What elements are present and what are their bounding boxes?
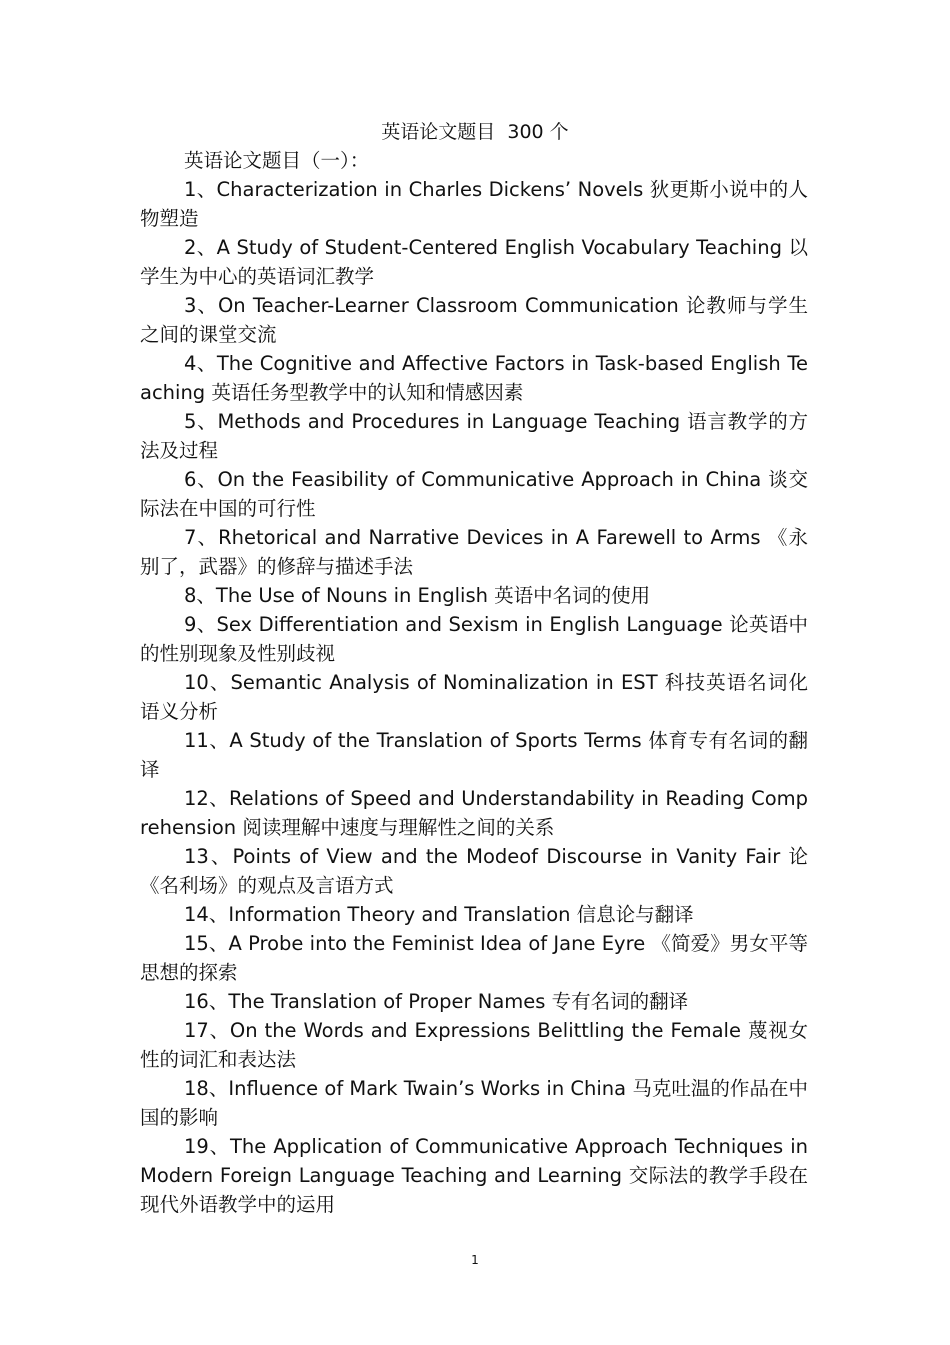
- list-item: 15、A Probe into the Feminist Idea of Jane Eyre 《简爱》男女平等思想的探索: [140, 932, 808, 984]
- list-item: 14、Information Theory and Translation 信息论与翻译: [184, 903, 694, 926]
- list-item: 12、Relations of Speed and Understandability in Reading Comprehension 阅读理解中速度与理解性之间的关系: [140, 787, 808, 839]
- list-item: 8、The Use of Nouns in English 英语中名词的使用: [184, 584, 651, 607]
- list-item: 4、The Cognitive and Affective Factors in Task-based English Teaching 英语任务型教学中的认知和情感因素: [140, 352, 808, 404]
- list-item: 7、Rhetorical and Narrative Devices in A Farewell to Arms 《永别了，武器》的修辞与描述手法: [140, 526, 808, 578]
- list-item: 5、Methods and Procedures in Language Teaching 语言教学的方法及过程: [140, 410, 808, 462]
- document-title: 英语论文题目 300 个: [381, 121, 569, 143]
- list-item: 9、Sex Differentiation and Sexism in English Language 论英语中的性别现象及性别歧视: [140, 613, 808, 665]
- list-item: 19、The Application of Communicative Approach Techniques in Modern Foreign Language Teaching and Learning 交际法的教学手段在现代外语教学中的运用: [140, 1135, 808, 1216]
- section-heading: 英语论文题目（一）：: [184, 149, 370, 172]
- list-item: 2、A Study of Student-Centered English Vocabulary Teaching 以学生为中心的英语词汇教学: [140, 236, 808, 288]
- list-item: 11、A Study of the Translation of Sports Terms 体育专有名词的翻译: [140, 729, 808, 781]
- list-item: 1、Characterization in Charles Dickens’ Novels 狄更斯小说中的人物塑造: [140, 178, 808, 230]
- document-body: [140, 146, 808, 1219]
- list-item: 6、On the Feasibility of Communicative Approach in China 谈交际法在中国的可行性: [140, 468, 808, 520]
- list-item: 17、On the Words and Expressions Belittling the Female 蔑视女性的词汇和表达法: [140, 1019, 808, 1071]
- list-item: 18、Influence of Mark Twain’s Works in China 马克吐温的作品在中国的影响: [140, 1077, 808, 1129]
- list-item: 3、On Teacher-Learner Classroom Communication 论教师与学生之间的课堂交流: [140, 294, 808, 346]
- list-item: 16、The Translation of Proper Names 专有名词的翻译: [184, 990, 689, 1013]
- page-number: 1: [471, 1253, 479, 1267]
- list-item: 13、Points of View and the Modeof Discourse in Vanity Fair 论《名利场》的观点及言语方式: [140, 845, 808, 897]
- list-item: 10、Semantic Analysis of Nominalization in EST 科技英语名词化语义分析: [140, 671, 808, 723]
